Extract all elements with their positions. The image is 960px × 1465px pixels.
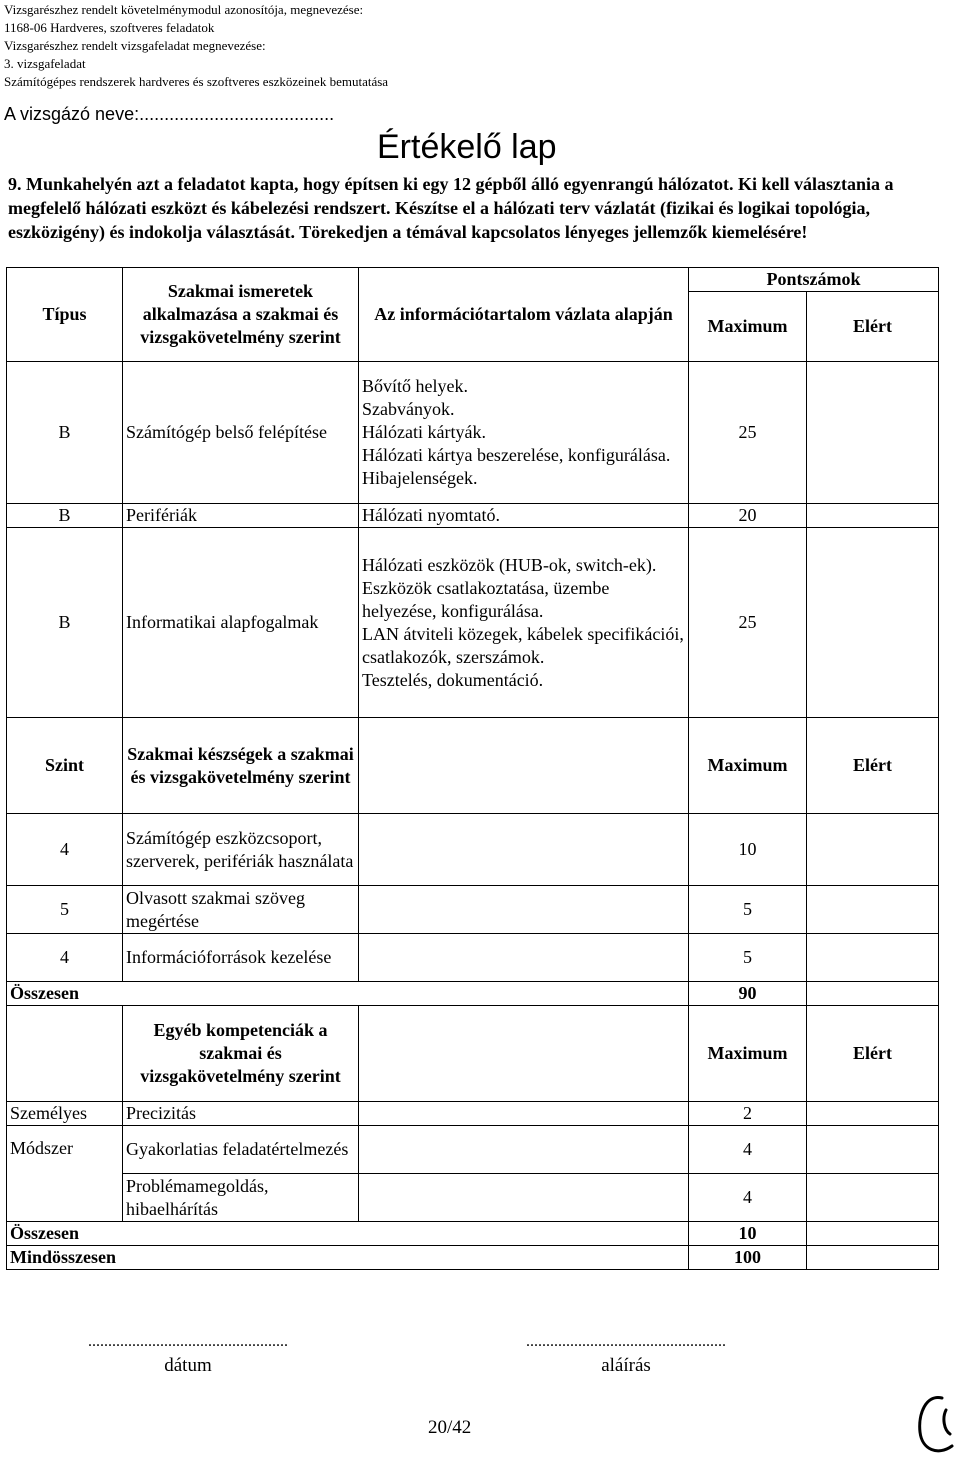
- col-points-header: Pontszámok: [689, 268, 939, 292]
- skill-label: Információforrások kezelése: [123, 934, 359, 982]
- other-empty-cell: [359, 1126, 689, 1174]
- evaluation-table: [6, 267, 939, 1270]
- document-header: [4, 1, 388, 91]
- date-signature-block: [88, 1333, 288, 1377]
- other-max-header: Maximum: [689, 1006, 807, 1102]
- other-label: Precizitás: [123, 1102, 359, 1126]
- table-row: [7, 814, 939, 886]
- table-row: [7, 528, 939, 718]
- skill-label: Számítógép eszközcsoport, szerverek, perifériák használata: [123, 814, 359, 886]
- col-achieved-header: Elért: [807, 292, 939, 362]
- grand-total-row: [7, 1246, 939, 1270]
- skill-empty-cell: [359, 886, 689, 934]
- table-row: [7, 504, 939, 528]
- other-max: 2: [689, 1102, 807, 1126]
- skills-max-header: Maximum: [689, 718, 807, 814]
- other-group: Személyes: [7, 1102, 123, 1126]
- page-number: 20/42: [428, 1417, 472, 1438]
- row-achieved[interactable]: [807, 362, 939, 504]
- table-row: [7, 886, 939, 934]
- skill-achieved[interactable]: [807, 886, 939, 934]
- header-line: 3. vizsgafeladat: [4, 56, 86, 71]
- other-label-header: Egyéb kompetenciák a szakmai és vizsgakövetelmény szerint: [123, 1006, 359, 1102]
- signature-line[interactable]: ..................................................: [526, 1333, 726, 1350]
- other-achieved[interactable]: [807, 1174, 939, 1222]
- grand-total-achieved[interactable]: [807, 1246, 939, 1270]
- handwritten-mark-icon: [912, 1390, 956, 1465]
- header-line: Vizsgarészhez rendelt vizsgafeladat megnevezése:: [4, 38, 266, 53]
- skills-empty-cell: [359, 718, 689, 814]
- subtotal-row: [7, 1222, 939, 1246]
- table-row: [7, 1102, 939, 1126]
- subtotal-value: 90: [689, 982, 807, 1006]
- date-label: dátum: [164, 1355, 212, 1376]
- row-type: B: [7, 362, 123, 504]
- other-empty-cell: [7, 1006, 123, 1102]
- skill-achieved[interactable]: [807, 814, 939, 886]
- skills-achieved-header: Elért: [807, 718, 939, 814]
- skill-label: Olvasott szakmai szöveg megértése: [123, 886, 359, 934]
- subtotal-value: 10: [689, 1222, 807, 1246]
- skill-empty-cell: [359, 934, 689, 982]
- other-max: 4: [689, 1126, 807, 1174]
- row-topic: Perifériák: [123, 504, 359, 528]
- signature-label: aláírás: [601, 1355, 651, 1376]
- skill-max: 10: [689, 814, 807, 886]
- row-content: Hálózati eszközök (HUB-ok, switch-ek). Eszközök csatlakoztatása, üzembe helyezése, konfigurálása. LAN átviteli közegek, kábelek specifikációi, csatlakozók, szerszámok. Tesztelés, dokumentáció.: [359, 528, 689, 718]
- grand-total-value: 100: [689, 1246, 807, 1270]
- other-max: 4: [689, 1174, 807, 1222]
- table-row: [7, 1174, 939, 1222]
- table-row: [7, 362, 939, 504]
- row-topic: Informatikai alapfogalmak: [123, 528, 359, 718]
- signature-block: [526, 1333, 726, 1377]
- skill-level: 5: [7, 886, 123, 934]
- skill-empty-cell: [359, 814, 689, 886]
- subtotal-row: [7, 982, 939, 1006]
- date-line[interactable]: ..................................................: [88, 1333, 288, 1350]
- header-line: 1168-06 Hardveres, szoftveres feladatok: [4, 20, 215, 35]
- skill-max: 5: [689, 934, 807, 982]
- skills-label-header: Szakmai készségek a szakmai és vizsgakövetelmény szerint: [123, 718, 359, 814]
- other-achieved[interactable]: [807, 1126, 939, 1174]
- table-row: [7, 1126, 939, 1174]
- skill-max: 5: [689, 886, 807, 934]
- subtotal-achieved[interactable]: [807, 1222, 939, 1246]
- other-empty-cell: [359, 1102, 689, 1126]
- header-line: Számítógépes rendszerek hardveres és szoftveres eszközeinek bemutatása: [4, 74, 389, 89]
- row-content: Hálózati nyomtató.: [359, 504, 689, 528]
- subtotal-label: Összesen: [7, 982, 689, 1006]
- other-achieved-header: Elért: [807, 1006, 939, 1102]
- skill-level: 4: [7, 934, 123, 982]
- row-topic: Számítógép belső felépítése: [123, 362, 359, 504]
- row-max: 25: [689, 528, 807, 718]
- subtotal-label: Összesen: [7, 1222, 689, 1246]
- col-info-header: Az információtartalom vázlata alapján: [359, 268, 689, 362]
- other-label: Gyakorlatias feladatértelmezés: [123, 1126, 359, 1174]
- row-achieved[interactable]: [807, 528, 939, 718]
- subtotal-achieved[interactable]: [807, 982, 939, 1006]
- candidate-name-label: A vizsgázó neve:.......................................: [4, 104, 335, 124]
- other-label: Problémamegoldás, hibaelhárítás: [123, 1174, 359, 1222]
- skill-level: 4: [7, 814, 123, 886]
- col-type-header: Típus: [7, 268, 123, 362]
- row-type: B: [7, 528, 123, 718]
- header-line: Vizsgarészhez rendelt követelménymodul azonosítója, megnevezése:: [4, 2, 364, 17]
- row-achieved[interactable]: [807, 504, 939, 528]
- row-max: 25: [689, 362, 807, 504]
- grand-total-label: Mindösszesen: [7, 1246, 689, 1270]
- table-row: [7, 934, 939, 982]
- other-achieved[interactable]: [807, 1102, 939, 1126]
- other-empty-cell: [359, 1174, 689, 1222]
- row-max: 20: [689, 504, 807, 528]
- col-max-header: Maximum: [689, 292, 807, 362]
- row-type: B: [7, 504, 123, 528]
- task-description: 9. Munkahelyén azt a feladatot kapta, hogy építsen ki egy 12 gépből álló egyenrangú hálózatot. Ki kell választania a megfelelő hálózati eszközt és kábelezési rendszert. Készítse el a hálózati terv vázlatát (fizikai és logikai topológia, eszközigény) és indokolja választását. Törekedjen a témával kapcsolatos lényeges jellemzők kiemelésére!: [8, 174, 894, 242]
- skill-achieved[interactable]: [807, 934, 939, 982]
- page-title: Értékelő lap: [377, 128, 557, 166]
- other-empty-cell: [359, 1006, 689, 1102]
- col-knowledge-header: Szakmai ismeretek alkalmazása a szakmai és vizsgakövetelmény szerint: [123, 268, 359, 362]
- other-group: Módszer: [7, 1126, 123, 1222]
- skills-level-header: Szint: [7, 718, 123, 814]
- row-content: Bővítő helyek. Szabványok. Hálózati kártyák. Hálózati kártya beszerelése, konfigurálása. Hibajelenségek.: [359, 362, 689, 504]
